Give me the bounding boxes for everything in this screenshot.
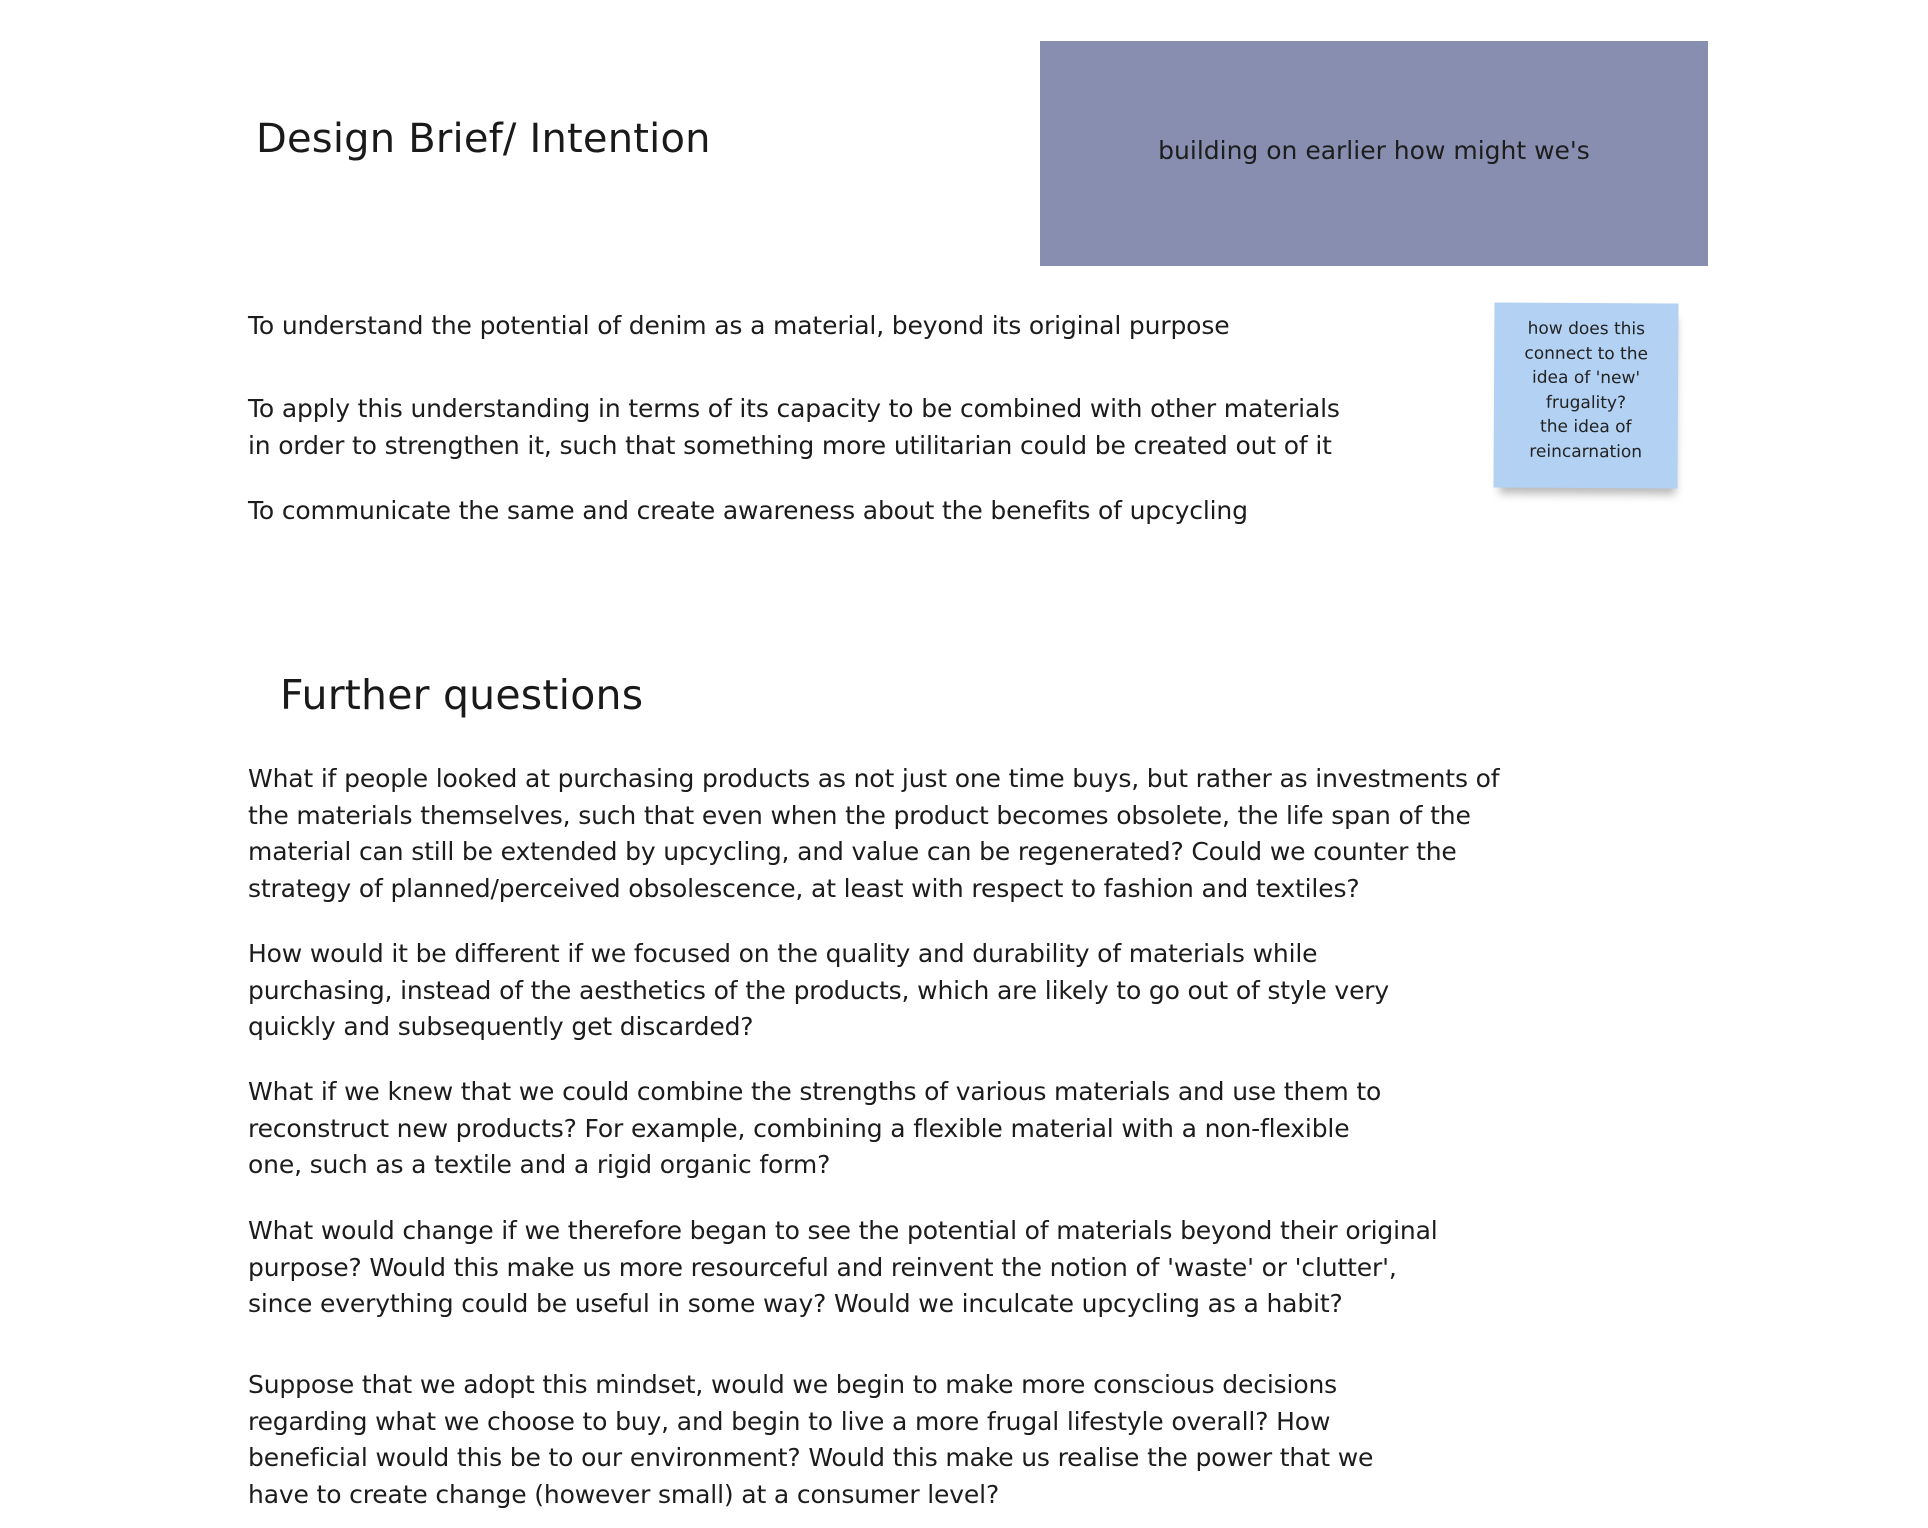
text-line: one, such as a textile and a rigid organic form? [248, 1150, 831, 1180]
text-line: since everything could be useful in some way? Would we inculcate upcycling as a habit? [248, 1289, 1343, 1319]
question-text-5[interactable] [248, 1367, 1373, 1513]
text-line: Suppose that we adopt this mindset, would we begin to make more conscious decisions [248, 1370, 1338, 1399]
design-brief-title[interactable]: Design Brief/ Intention [256, 116, 711, 162]
question-text-4[interactable] [248, 1213, 1438, 1323]
sticky-note-line: how does this [1527, 318, 1646, 340]
banner-text: building on earlier how might we's [1158, 136, 1590, 165]
text-line: the materials themselves, such that even when the product becomes obsolete, the life span of the [248, 800, 1471, 830]
how-might-we-banner[interactable] [1040, 41, 1708, 266]
question-text-2[interactable] [248, 936, 1389, 1046]
text-line: How would it be different if we focused on the quality and durability of materials while [248, 939, 1318, 968]
text-line: purchasing, instead of the aesthetics of the products, which are likely to go out of style very [248, 975, 1390, 1005]
intention-text-2[interactable] [248, 391, 1340, 464]
text-line: quickly and subsequently get discarded? [248, 1012, 754, 1042]
intention-text-3[interactable] [248, 493, 1248, 530]
text-line: beneficial would this be to our environment? Would this make us realise the power that we [248, 1443, 1374, 1473]
text-line: reconstruct new products? For example, combining a flexible material with a non-flexible [248, 1113, 1350, 1143]
text-line: To understand the potential of denim as a material, beyond its original purpose [248, 311, 1230, 340]
text-line: have to create change (however small) at a consumer level? [248, 1479, 1000, 1509]
text-line: What would change if we therefore began to see the potential of materials beyond their original [248, 1216, 1438, 1245]
intention-text-1[interactable] [248, 308, 1229, 345]
text-line: material can still be extended by upcycling, and value can be regenerated? Could we counter the [248, 837, 1457, 867]
text-line: What if we knew that we could combine the strengths of various materials and use them to [248, 1077, 1382, 1106]
question-text-3[interactable] [248, 1074, 1381, 1184]
text-line: purpose? Would this make us more resourceful and reinvent the notion of 'waste' or 'clutter', [248, 1252, 1397, 1282]
further-questions-title[interactable]: Further questions [280, 671, 644, 719]
sticky-note-line: connect to the [1524, 343, 1649, 364]
text-line: in order to strengthen it, such that something more utilitarian could be created out of it [248, 430, 1332, 460]
sticky-note[interactable] [1494, 303, 1679, 489]
text-line: regarding what we choose to buy, and begin to live a more frugal lifestyle overall? How [248, 1406, 1331, 1436]
sticky-note-line: reincarnation [1529, 441, 1643, 462]
sticky-note-line: frugality? [1545, 392, 1627, 413]
question-text-1[interactable] [248, 761, 1499, 907]
sticky-note-line: the idea of [1540, 416, 1632, 438]
text-line: What if people looked at purchasing products as not just one time buys, but rather as investments of [248, 764, 1500, 793]
sticky-note-line: idea of 'new' [1531, 367, 1641, 389]
text-line: To communicate the same and create awareness about the benefits of upcycling [248, 496, 1248, 525]
text-line: To apply this understanding in terms of its capacity to be combined with other materials [248, 394, 1340, 423]
text-line: strategy of planned/perceived obsolescence, at least with respect to fashion and textiles? [248, 873, 1360, 903]
